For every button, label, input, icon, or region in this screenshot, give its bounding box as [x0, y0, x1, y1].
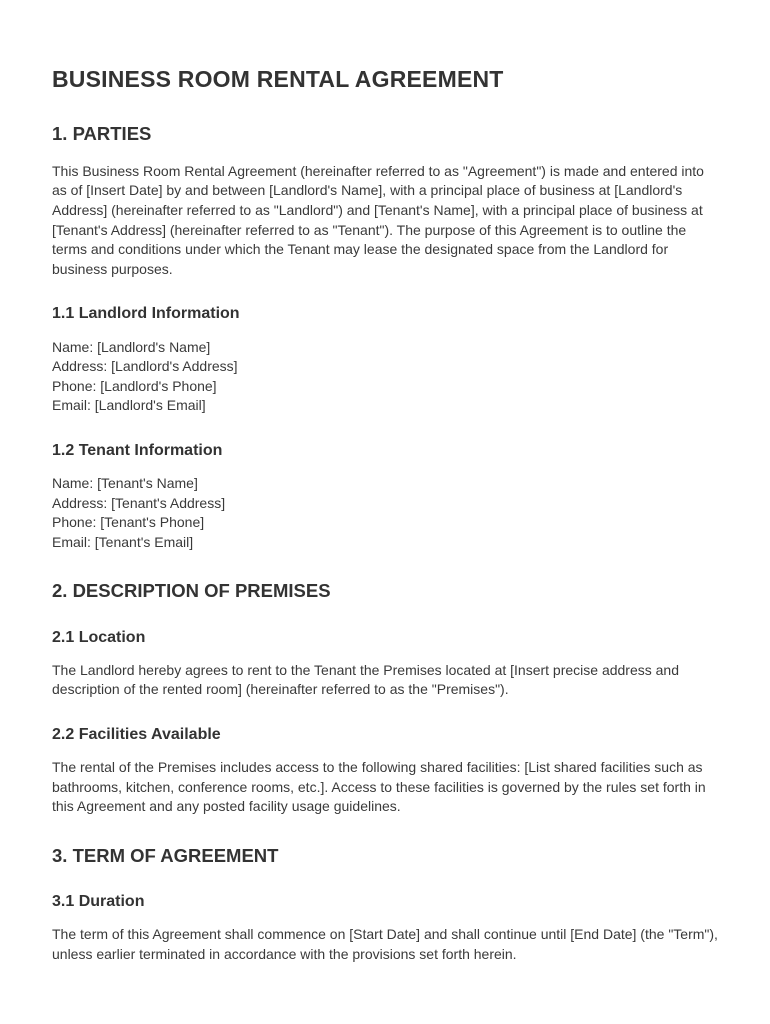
subsection-heading-landlord-information: 1.1 Landlord Information: [52, 305, 240, 323]
landlord-information-block: [52, 338, 718, 416]
document-title: BUSINESS ROOM RENTAL AGREEMENT: [52, 66, 504, 92]
tenant-phone-line: Phone: [Tenant's Phone]: [52, 514, 205, 531]
tenant-information-block: [52, 474, 718, 552]
duration-paragraph: The term of this Agreement shall commence on [Start Date] and shall continue until [End Date] (the "Term"), unless earlier terminated in accordance with the provisions set forth herein.: [52, 926, 718, 962]
tenant-email-line: Email: [Tenant's Email]: [52, 533, 194, 550]
section-term-of-agreement: [52, 845, 718, 965]
section-heading-parties: 1. PARTIES: [52, 122, 152, 144]
section-heading-term-of-agreement: 3. TERM OF AGREEMENT: [52, 845, 279, 866]
facilities-paragraph: The rental of the Premises includes access to the following shared facilities: [List shared facilities such as bathrooms, kitchen, conference rooms, etc.]. Access to these facilities is governed by the rules set forth in this Agreement and any posted facility usage guidelines.: [52, 759, 706, 815]
location-paragraph: The Landlord hereby agrees to rent to the Tenant the Premises located at [Insert precise address and description of the rented room] (hereinafter referred to as the "Premises").: [52, 661, 680, 698]
section-parties: [52, 123, 718, 553]
landlord-email-line: Email: [Landlord's Email]: [52, 397, 206, 414]
tenant-name-line: Name: [Tenant's Name]: [52, 475, 198, 492]
parties-intro-paragraph: This Business Room Rental Agreement (hereinafter referred to as "Agreement") is made and entered into as of [Insert Date] by and between [Landlord's Name], with a principal place of business at [Landlord's Address] (hereinafter referred to as "Landlord") and [Tenant's Name], with a principal place of business at [Tenant's Address] (hereinafter referred to as "Tenant"). The purpose of this Agreement is to outline the terms and conditions under which the Tenant may lease the designated space from the Landlord for business purposes.: [52, 162, 704, 277]
landlord-address-line: Address: [Landlord's Address]: [52, 358, 238, 375]
tenant-address-line: Address: [Tenant's Address]: [52, 494, 226, 511]
landlord-phone-line: Phone: [Landlord's Phone]: [52, 377, 217, 394]
subsection-heading-facilities-available: 2.2 Facilities Available: [52, 726, 221, 744]
subsection-heading-tenant-information: 1.2 Tenant Information: [52, 441, 223, 459]
section-heading-description-of-premises: 2. DESCRIPTION OF PREMISES: [52, 580, 331, 602]
landlord-name-line: Name: [Landlord's Name]: [52, 338, 211, 355]
section-description-of-premises: [52, 580, 718, 817]
subsection-heading-location: 2.1 Location: [52, 628, 146, 646]
subsection-heading-duration: 3.1 Duration: [52, 893, 145, 911]
